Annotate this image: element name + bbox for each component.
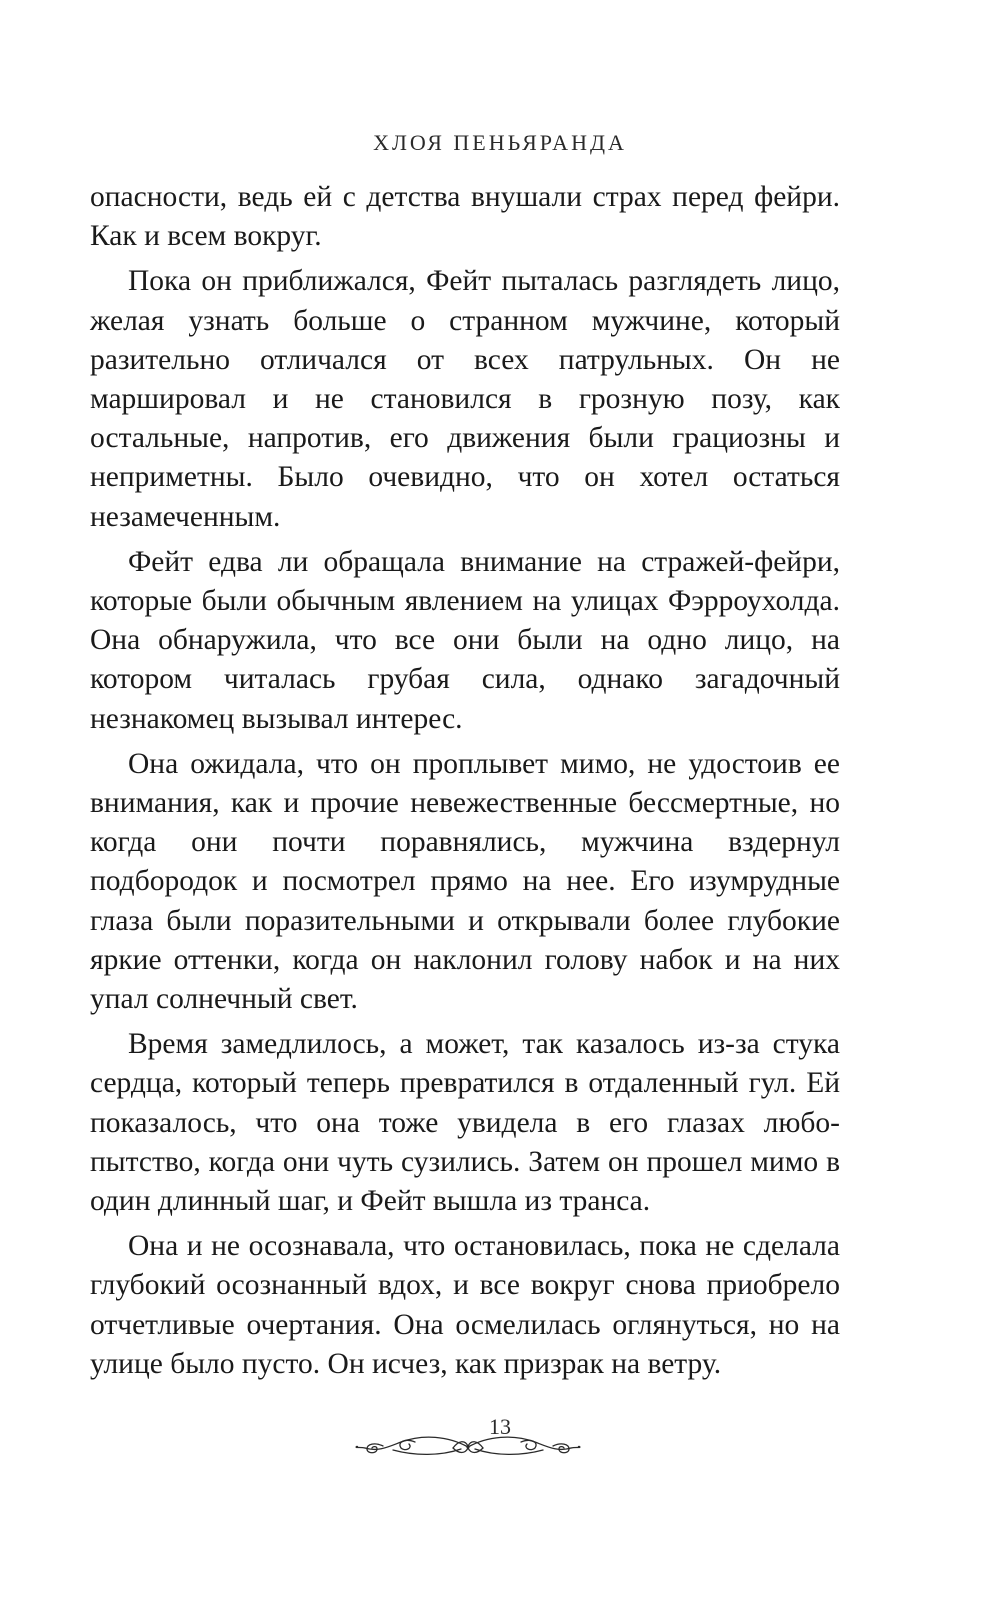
page-number: 13 bbox=[489, 1414, 511, 1439]
flourish-divider-icon bbox=[353, 1432, 583, 1462]
paragraph: Она ожидала, что он проплывет мимо, не удостоив ее внимания, как и прочие невежественные бессмертные, но когда они почти поравнялись, мужчина вздернул подбородок и посмотрел прямо на нее. Его изумрудные глаза были поразительными и открывали более глубокие яркие оттенки, когда он наклонил голову набок и на них упал солнечный свет. bbox=[90, 747, 840, 1016]
paragraph: Пока он приближался, Фейт пыталась разглядеть лицо, желая узнать больше о странном мужчине, который разительно отличался от всех патрульных. Он не маршировал и не становился в грозную позу, как остальные, напротив, его движения были грациозны и неприметны. Было очевидно, что он хотел остаться незамеченным. bbox=[90, 265, 840, 533]
paragraph: Время замедлилось, а может, так казалось из-за стука сердца, который теперь превратился в отдаленный гул. Ей показалось, что она тоже увидела в его глазах любопытство, когда они чуть сузились. Затем он прошел мимо в один длинный шаг, и Фейт вышла из транса. bbox=[90, 1028, 840, 1218]
paragraph: Она и не осознавала, что остановилась, пока не сделала глубокий осознанный вдох, и все вокруг снова приобрело отчетливые очертания. Она осмелилась оглянуться, но на улице было пусто. Он исчез, как призрак на ветру. bbox=[90, 1230, 840, 1380]
paragraph: опасности, ведь ей с детства внушали страх перед фейри. Как и всем вокруг. bbox=[90, 181, 840, 253]
running-head: ХЛОЯ ПЕНЬЯРАНДА bbox=[373, 130, 627, 155]
body-text bbox=[90, 178, 840, 1384]
paragraph: Фейт едва ли обращала внимание на стражей-фейри, которые были обычным явлением на улицах Фэрроухолда. Она обнаружила, что все они были на одно лицо, на котором читалась грубая сила, однако загадочный незнакомец вызывал интерес. bbox=[90, 545, 840, 735]
